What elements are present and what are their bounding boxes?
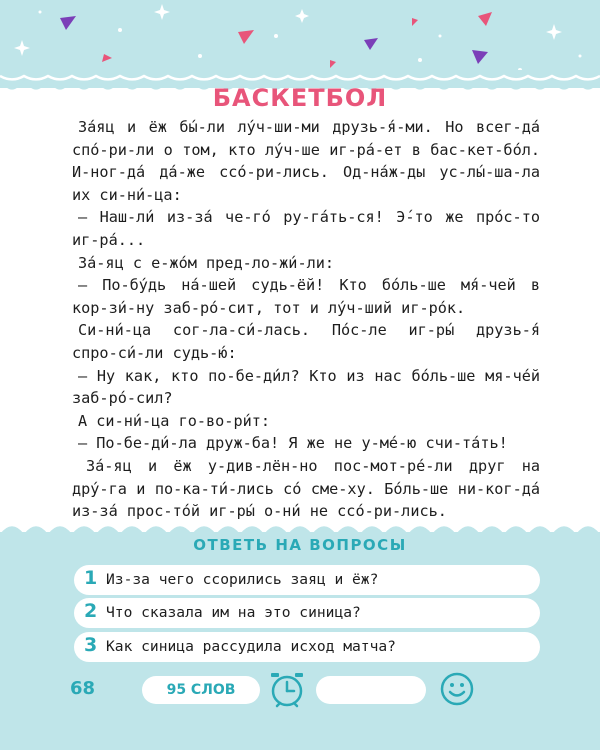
story-paragraph: За́-яц с е-жо́м пред-ло-жи́-ли: bbox=[78, 253, 335, 272]
dot-decoration bbox=[579, 55, 582, 58]
question-item bbox=[74, 598, 540, 628]
header-band bbox=[0, 0, 600, 88]
questions-heading: ОТВЕТЬ НА ВОПРОСЫ bbox=[193, 536, 407, 554]
dot-decoration bbox=[418, 58, 422, 62]
question-number: 2 bbox=[84, 600, 98, 622]
question-text: Как синица рассудила исход матча? bbox=[106, 638, 396, 655]
triangle-decoration bbox=[102, 54, 112, 62]
sparkle-decoration bbox=[154, 4, 170, 20]
story-paragraph: – Наш-ли́ из-за́ че-го́ ру-га́ть-ся! Э́-то же про́с-то иг-ра́... bbox=[72, 208, 540, 249]
reading-time-field[interactable] bbox=[316, 676, 426, 704]
clock-icon bbox=[268, 670, 306, 710]
word-count-badge: 95 СЛОВ bbox=[142, 676, 260, 704]
dot-decoration bbox=[118, 28, 122, 32]
triangle-decoration bbox=[472, 50, 488, 64]
question-item bbox=[74, 632, 540, 662]
story-paragraph: За́яц и ёж бы́-ли лу́ч-ши-ми друзь-я́-ми. Но всег-да́ спо́-ри-ли о том, кто лу́ч-ше иг-ра́-ет в бас-кет-бо́л. И-ног-да́ да́-же ссо́-ри-лись. Од-на́ж-ды ус-лы́-ша-ла их си-ни́-ца: bbox=[72, 118, 540, 204]
triangle-decoration bbox=[60, 16, 76, 30]
question-text: Что сказала им на это синица? bbox=[106, 604, 361, 621]
story-paragraph: А си-ни́-ца го-во-ри́т: bbox=[78, 411, 271, 430]
story-text bbox=[72, 116, 540, 523]
dot-decoration bbox=[439, 35, 442, 38]
question-number: 1 bbox=[84, 567, 98, 589]
sparkle-decoration bbox=[295, 9, 309, 23]
story-paragraph: – Ну как, кто по-бе-ди́л? Кто из нас бо́ль-ше мя-че́й заб-ро́-сил? bbox=[72, 366, 540, 408]
triangle-decoration bbox=[364, 38, 378, 50]
dot-decoration bbox=[274, 34, 278, 38]
triangle-decoration bbox=[478, 12, 492, 26]
story-paragraph: Си-ни́-ца сог-ла-си́-лась. По́с-ле иг-ры́ друзь-я́ спро-си́-ли судь-ю́: bbox=[72, 321, 540, 362]
story-paragraph: – По-бу́дь на́-шей судь-ёй! Кто бо́ль-ше мя́-чей в кор-зи́-ну заб-ро́-сит, тот и лу́ч-ший иг-ро́к. bbox=[72, 276, 540, 317]
smiley-icon bbox=[438, 670, 476, 708]
story-paragraph: За́-яц и ёж у-див-лён-но пос-мот-ре́-ли друг на дру́-га и по-ка-ти́-лись со́ сме-ху. Бо́ль-ше ни-ког-да́ из-за́ прос-то́й иг-ры́ о-ни́ не ссо́-ри-лись. bbox=[72, 456, 540, 521]
dot-decoration bbox=[39, 11, 42, 14]
triangle-decoration bbox=[412, 18, 418, 26]
sparkle-decoration bbox=[546, 24, 562, 40]
triangle-decoration bbox=[330, 60, 336, 68]
question-text: Из-за чего ссорились заяц и ёж? bbox=[106, 571, 379, 588]
story-title: БАСКЕТБОЛ bbox=[212, 84, 388, 112]
sparkle-decoration bbox=[14, 40, 30, 56]
dot-decoration bbox=[198, 54, 202, 58]
page-number: 68 bbox=[70, 678, 96, 699]
story-paragraph: – По-бе-ди́-ла друж-ба! Я же не у-ме́-ю счи-та́ть! bbox=[78, 434, 508, 453]
question-item bbox=[74, 565, 540, 595]
question-number: 3 bbox=[84, 634, 98, 656]
triangle-decoration bbox=[238, 30, 254, 44]
